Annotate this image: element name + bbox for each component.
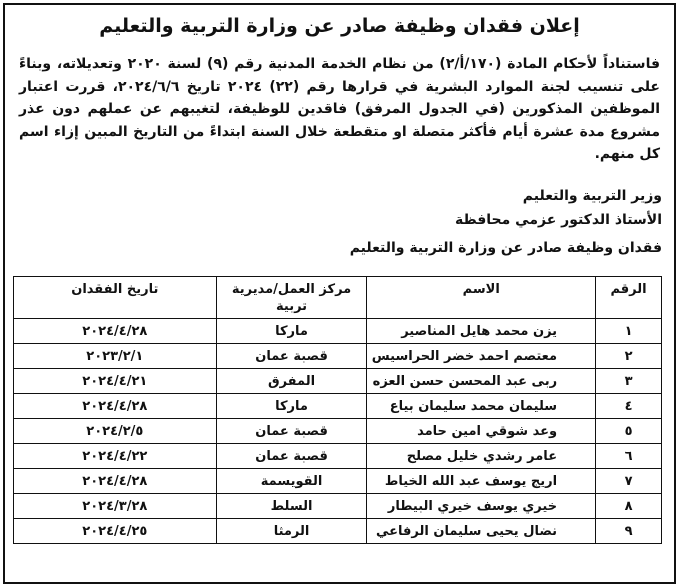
row-num: ٣	[596, 369, 662, 394]
row-location: الرمثا	[216, 519, 367, 544]
row-date: ٢٠٢٤/٤/٢٢	[14, 444, 217, 469]
row-name: ربى عبد المحسن حسن العزه	[367, 369, 596, 394]
table-row	[14, 419, 662, 444]
table-row	[14, 519, 662, 544]
row-name: سليمان محمد سليمان بياع	[367, 394, 596, 419]
table-row	[14, 494, 662, 519]
row-location: ماركا	[216, 394, 367, 419]
row-num: ٨	[596, 494, 662, 519]
job-loss-table	[13, 276, 662, 544]
row-location: قصبة عمان	[216, 444, 367, 469]
row-date: ٢٠٢٤/٢/٥	[14, 419, 217, 444]
row-location: قصبة عمان	[216, 419, 367, 444]
row-name: اريج يوسف عبد الله الخياط	[367, 469, 596, 494]
row-date: ٢٠٢٣/٢/١	[14, 344, 217, 369]
notice-body: فاستناداً لأحكام المادة (١٧٠/أ/٢) من نظام الخدمة المدنية رقم (٩) لسنة ٢٠٢٠ وتعديلاته، وبناءً على تنسيب لجنة الموارد البشرية في قرارها رقم (٢٢) ٢٠٢٤ تاريخ ٢٠٢٤/٦/٦، قررت اعتبار الموظفين المذكورين (في الجدول المرفق) فاقدين للوظيفة، لتغيبهم عن عملهم دون عذر مشروع مدة عشرة أيام فأكثر متصلة او متقطعة خلال السنة ابتداءً من التاريخ المبين إزاء اسم كل منهم.	[19, 56, 661, 162]
row-location: ماركا	[216, 319, 367, 344]
row-num: ٥	[596, 419, 662, 444]
row-location: المفرق	[216, 369, 367, 394]
notice-title: إعلان فقدان وظيفة صادر عن وزارة التربية والتعليم	[99, 15, 580, 37]
header-date: تاريخ الفقدان	[14, 277, 217, 319]
row-name: يزن محمد هايل المناصير	[367, 319, 596, 344]
row-location: السلط	[216, 494, 367, 519]
header-name: الاسم	[367, 277, 596, 319]
table-row	[14, 444, 662, 469]
row-num: ٩	[596, 519, 662, 544]
row-name: خيري يوسف خيري البيطار	[367, 494, 596, 519]
row-location: القويسمة	[216, 469, 367, 494]
row-date: ٢٠٢٤/٤/٢١	[14, 369, 217, 394]
row-date: ٢٠٢٤/٤/٢٥	[14, 519, 217, 544]
row-num: ٢	[596, 344, 662, 369]
table-row	[14, 394, 662, 419]
row-name: نضال يحيى سليمان الرفاعي	[367, 519, 596, 544]
row-date: ٢٠٢٤/٤/٢٨	[14, 394, 217, 419]
row-num: ٧	[596, 469, 662, 494]
row-date: ٢٠٢٤/٣/٢٨	[14, 494, 217, 519]
minister-title: وزير التربية والتعليم	[522, 187, 662, 204]
row-num: ٦	[596, 444, 662, 469]
header-location: مركز العمل/مديرية تربية	[216, 277, 367, 319]
table-caption: فقدان وظيفة صادر عن وزارة التربية والتعليم	[349, 239, 662, 256]
row-date: ٢٠٢٤/٤/٢٨	[14, 319, 217, 344]
table-row	[14, 369, 662, 394]
row-name: معتصم احمد خضر الحراسيس	[367, 344, 596, 369]
table-header-row	[14, 277, 662, 319]
row-date: ٢٠٢٤/٤/٢٨	[14, 469, 217, 494]
row-num: ٤	[596, 394, 662, 419]
row-num: ١	[596, 319, 662, 344]
row-location: قصبة عمان	[216, 344, 367, 369]
table-row	[14, 319, 662, 344]
row-name: عامر رشدي خليل مصلح	[367, 444, 596, 469]
table-row	[14, 344, 662, 369]
minister-name: الأستاذ الدكتور عزمي محافظة	[454, 211, 662, 228]
header-num: الرقم	[596, 277, 662, 319]
table-row	[14, 469, 662, 494]
row-name: وعد شوقي امين حامد	[367, 419, 596, 444]
